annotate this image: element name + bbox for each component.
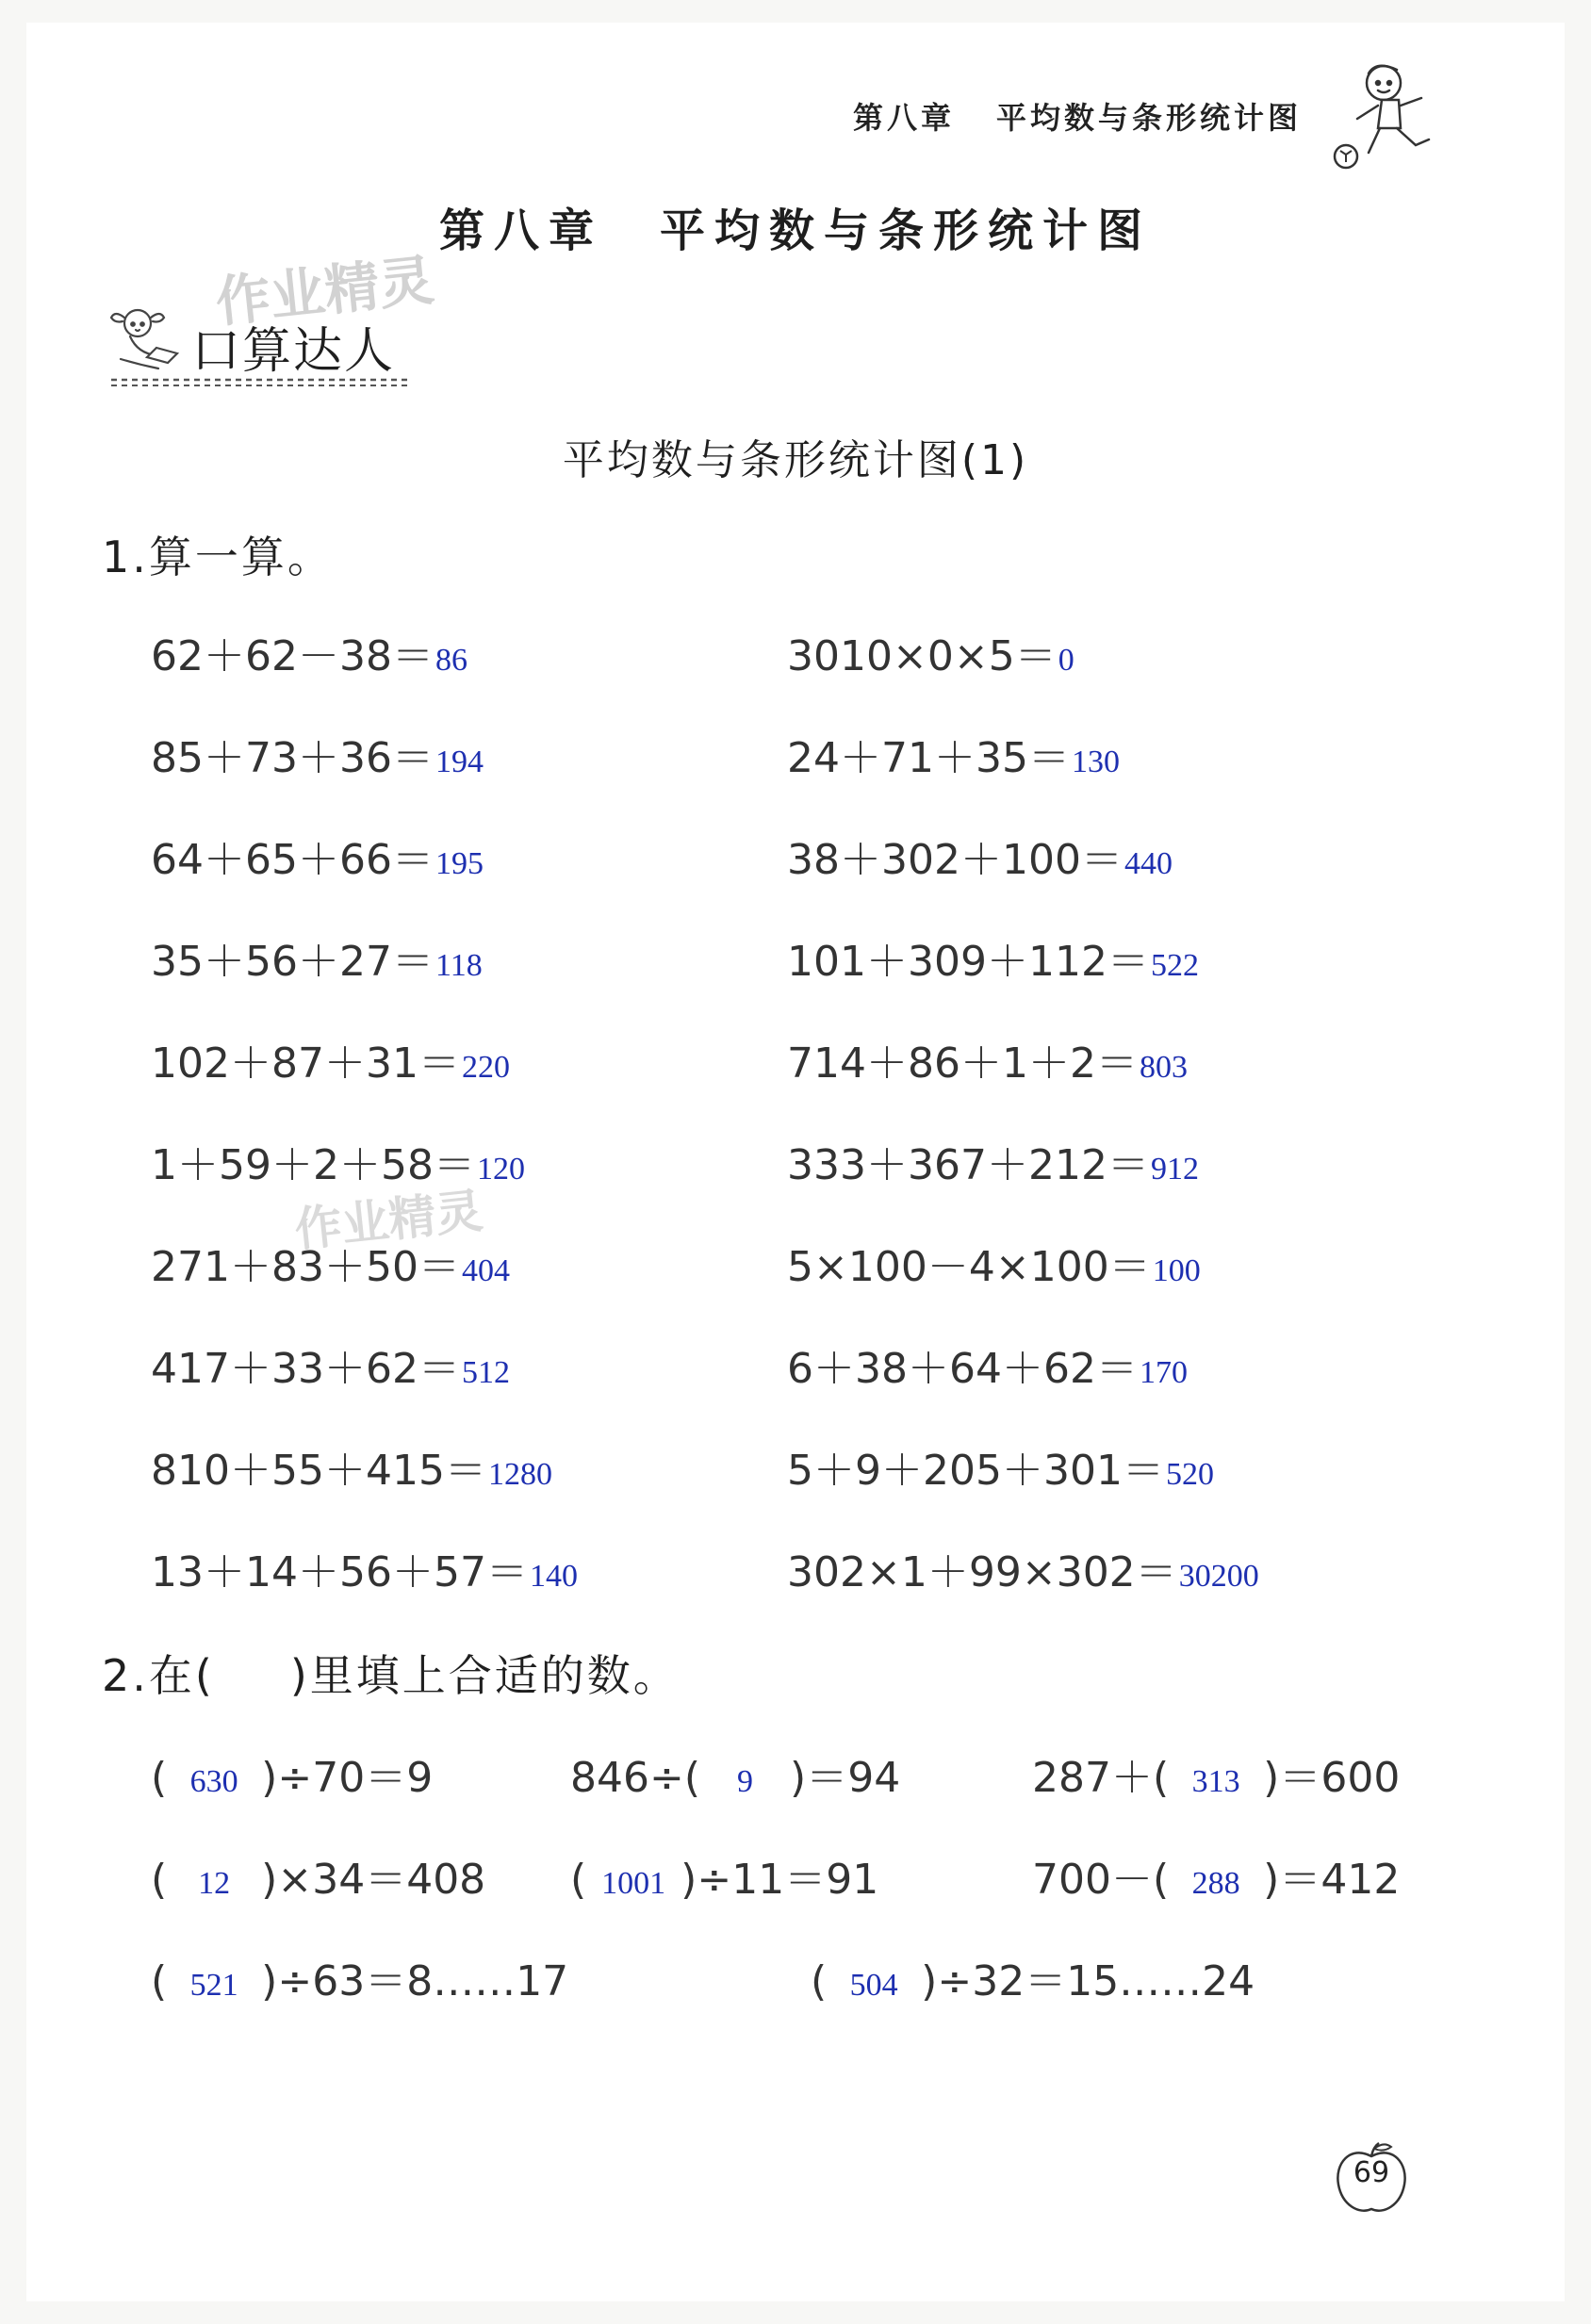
question-2-heading-start: 2.在( bbox=[102, 1650, 215, 1701]
q1-right-item bbox=[787, 622, 1074, 682]
question-1-heading: 1.算一算。 bbox=[102, 532, 334, 582]
q1-right-item bbox=[787, 1436, 1214, 1497]
q1-answer: 120 bbox=[476, 1152, 525, 1187]
exercise-subtitle: 平均数与条形统计图(1) bbox=[562, 436, 1029, 484]
q1-answer: 512 bbox=[461, 1355, 510, 1390]
q1-answer: 912 bbox=[1150, 1152, 1199, 1187]
q2-suffix: ÷70＝9 bbox=[277, 1754, 434, 1802]
q1-expression: 3010×0×5＝ bbox=[787, 632, 1057, 680]
q2-answer-blank: 504 bbox=[849, 1968, 898, 2003]
q1-answer: 118 bbox=[435, 948, 483, 983]
q2-answer-blank: 12 bbox=[198, 1866, 231, 1901]
q2-suffix: ÷11＝91 bbox=[697, 1856, 879, 1904]
q2-suffix: ＝600 bbox=[1279, 1754, 1401, 1802]
q1-answer: 1280 bbox=[487, 1457, 552, 1492]
q2-item: ( 1001 )÷11＝91 bbox=[570, 1856, 879, 1904]
q1-right-item bbox=[787, 1131, 1199, 1191]
q1-answer: 86 bbox=[435, 643, 467, 678]
q1-answer: 220 bbox=[461, 1050, 510, 1085]
q1-expression: 62＋62－38＝ bbox=[151, 632, 434, 680]
q2-suffix: ＝94 bbox=[806, 1754, 901, 1802]
question-2-heading-end: )里填上合适的数。 bbox=[289, 1650, 680, 1701]
q2-prefix: 700－ bbox=[1032, 1856, 1153, 1904]
running-header-chapter: 第八章 bbox=[853, 100, 956, 136]
q1-left-item bbox=[151, 1538, 578, 1598]
q1-expression: 102＋87＋31＝ bbox=[151, 1039, 460, 1088]
q2-suffix: ÷63＝8……17 bbox=[277, 1957, 569, 2005]
q1-left-item bbox=[151, 622, 467, 682]
q1-expression: 810＋55＋415＝ bbox=[151, 1447, 486, 1495]
q1-expression: 417＋33＋62＝ bbox=[151, 1345, 460, 1393]
page-number-badge bbox=[1331, 2137, 1412, 2218]
q1-right-item bbox=[787, 724, 1120, 784]
q2-answer-blank: 313 bbox=[1191, 1764, 1240, 1799]
q2-suffix: ÷32＝15……24 bbox=[937, 1957, 1255, 2005]
q1-left-item bbox=[151, 1131, 525, 1191]
q1-left-item bbox=[151, 1334, 510, 1395]
page-number: 69 bbox=[1353, 2156, 1390, 2189]
q1-expression: 5×100－4×100＝ bbox=[787, 1243, 1151, 1291]
q1-expression: 101＋309＋112＝ bbox=[787, 938, 1149, 986]
q1-expression: 714＋86＋1＋2＝ bbox=[787, 1039, 1138, 1088]
q1-expression: 64＋65＋66＝ bbox=[151, 836, 434, 884]
q1-expression: 24＋71＋35＝ bbox=[787, 734, 1070, 782]
q1-expression: 6＋38＋64＋62＝ bbox=[787, 1345, 1138, 1393]
q2-answer-blank: 9 bbox=[737, 1764, 754, 1799]
q1-expression: 38＋302＋100＝ bbox=[787, 836, 1123, 884]
question-2-heading bbox=[102, 1642, 680, 1704]
q1-left-item bbox=[151, 1233, 510, 1293]
running-header bbox=[853, 94, 1302, 138]
q1-left-item bbox=[151, 826, 484, 886]
q1-expression: 5＋9＋205＋301＝ bbox=[787, 1447, 1164, 1495]
chapter-title-number: 第八章 bbox=[438, 205, 603, 257]
q1-expression: 1＋59＋2＋58＝ bbox=[151, 1141, 475, 1189]
q1-answer: 30200 bbox=[1178, 1559, 1259, 1594]
q1-answer: 404 bbox=[461, 1253, 510, 1288]
q2-answer-blank: 630 bbox=[189, 1764, 238, 1799]
q1-answer: 140 bbox=[529, 1559, 578, 1594]
watermark: 作业精灵 bbox=[291, 1183, 485, 1258]
q1-left-item bbox=[151, 724, 484, 784]
q1-right-item bbox=[787, 1538, 1259, 1598]
watermark: 作业精灵 bbox=[212, 248, 437, 335]
q2-answer-blank: 521 bbox=[189, 1968, 238, 2003]
q1-answer: 520 bbox=[1165, 1457, 1214, 1492]
soccer-boy-illustration bbox=[1320, 58, 1442, 181]
q1-right-item bbox=[787, 826, 1173, 886]
q2-item: 700－( 288 )＝412 bbox=[1032, 1856, 1401, 1904]
q1-right-item bbox=[787, 1334, 1188, 1395]
q2-item: ( 504 )÷32＝15……24 bbox=[811, 1957, 1255, 2005]
chapter-title bbox=[0, 194, 1591, 259]
q1-answer: 195 bbox=[435, 846, 484, 881]
chapter-title-topic: 平均数与条形统计图 bbox=[660, 205, 1153, 257]
q1-expression: 35＋56＋27＝ bbox=[151, 938, 434, 986]
q1-answer: 0 bbox=[1058, 643, 1074, 678]
q2-answer-blank: 1001 bbox=[601, 1866, 666, 1901]
q1-left-item bbox=[151, 927, 483, 988]
q1-expression: 13＋14＋56＋57＝ bbox=[151, 1548, 528, 1596]
q1-left-item bbox=[151, 1436, 552, 1497]
section-label: 口算达人 bbox=[191, 323, 396, 380]
q1-answer: 100 bbox=[1152, 1253, 1201, 1288]
q1-right-item bbox=[787, 1233, 1201, 1293]
q1-left-item bbox=[151, 1029, 510, 1089]
q1-expression: 85＋73＋36＝ bbox=[151, 734, 434, 782]
q1-answer: 194 bbox=[435, 745, 484, 779]
q2-item: 846÷( 9 )＝94 bbox=[570, 1754, 901, 1802]
running-header-topic: 平均数与条形统计图 bbox=[996, 100, 1303, 136]
q2-answer-blank: 288 bbox=[1191, 1866, 1240, 1901]
q1-expression: 302×1＋99×302＝ bbox=[787, 1548, 1177, 1596]
q2-prefix: 287＋ bbox=[1032, 1754, 1153, 1802]
q2-suffix: ＝412 bbox=[1279, 1856, 1401, 1904]
q1-answer: 803 bbox=[1139, 1050, 1188, 1085]
q1-expression: 333＋367＋212＝ bbox=[787, 1141, 1149, 1189]
q1-right-item bbox=[787, 1029, 1188, 1089]
q1-answer: 522 bbox=[1150, 948, 1199, 983]
q1-answer: 170 bbox=[1139, 1355, 1188, 1390]
q1-answer: 440 bbox=[1124, 846, 1173, 881]
q1-answer: 130 bbox=[1071, 745, 1120, 779]
q1-right-item bbox=[787, 927, 1199, 988]
q2-item: 287＋( 313 )＝600 bbox=[1032, 1754, 1401, 1802]
q2-suffix: ×34＝408 bbox=[277, 1856, 486, 1904]
q2-item: ( 630 )÷70＝9 bbox=[151, 1754, 434, 1802]
q2-prefix: 846÷ bbox=[570, 1754, 684, 1802]
q2-item: ( 12 )×34＝408 bbox=[151, 1856, 486, 1904]
q2-item: ( 521 )÷63＝8……17 bbox=[151, 1957, 569, 2005]
q1-expression: 271＋83＋50＝ bbox=[151, 1243, 460, 1291]
